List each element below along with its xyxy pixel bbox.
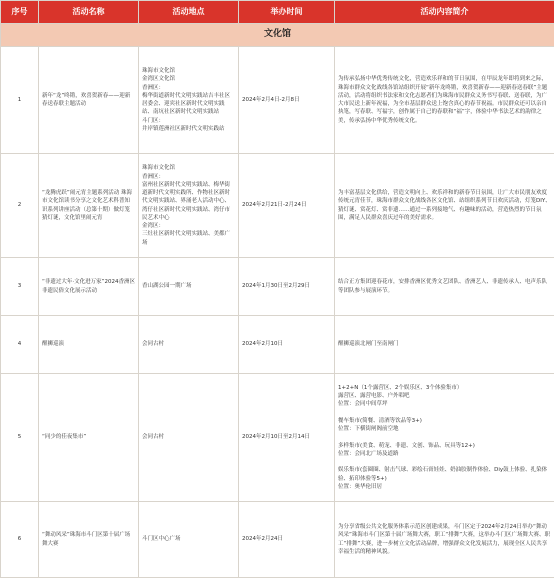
row-location: 香山湖公园一期广场	[139, 258, 239, 316]
row-activity-name: “非遗过大年·文化进万家”2024香洲区非遗民俗文化展示活动	[39, 258, 139, 316]
header-row	[1, 1, 554, 24]
section-row	[1, 24, 554, 47]
row-activity-name: 醒狮巡演	[39, 316, 139, 374]
row-time: 2024年2月10日至2月14日	[239, 374, 335, 502]
row-time: 2024年1月30日至2月29日	[239, 258, 335, 316]
row-description: 为传承弘扬中华优秀传统文化，营造欢乐祥和的节日氛围，在甲辰龙年即将到来之际，珠海市群众文化战线各馆站组织开展“新年龙咚锵，欢喜贺新春——迎新春送春联”主题活动，活动将组织书法家和文化志愿者们为珠海市民群众义务书写春联、送春联，为广大市民送上新年祝福，为全市基层群众送上饱含真心的春节祝福。市民群众还可以亲自执笔，写春联、写福字，创作属于自己的春联和“福”字，体验中华书法艺术的韵律之美，传承弘扬中华优秀传统文化。	[335, 47, 554, 154]
row-time: 2024年2月21日-2月24日	[239, 154, 335, 258]
section-title: 文化馆	[1, 24, 554, 47]
row-index: 3	[1, 258, 39, 316]
table-row	[1, 316, 554, 374]
row-activity-name: “舞动风采”珠海市斗门区第十届广场舞大赛	[39, 502, 139, 578]
row-description: 结合正方集团迎春花市，安排香洲区优秀文艺团队、香洲艺人、非遗传承人、电声乐队等团队参与展演环节。	[335, 258, 554, 316]
header-description: 活动内容简介	[335, 1, 554, 24]
table-row	[1, 502, 554, 578]
row-location: 会同古村	[139, 316, 239, 374]
row-activity-name: “同少的佳夜集市”	[39, 374, 139, 502]
table-row	[1, 154, 554, 258]
row-location: 斗门区中心广场	[139, 502, 239, 578]
row-index: 6	[1, 502, 39, 578]
row-description: 醒狮巡演北闸门至南闸门	[335, 316, 554, 374]
row-time: 2024年2月24日	[239, 502, 335, 578]
header-time: 举办时间	[239, 1, 335, 24]
row-location: 珠海市文化馆 金湾区文化馆 香洲区： 梅华街道新时代文明实践站吉丰社区居委会、迎宾社区新时代文明实践站、南坑社区新时代文明实践站 斗门区： 井岸镇莲洲社区新时代文明实践站	[139, 47, 239, 154]
row-index: 4	[1, 316, 39, 374]
row-location: 珠海市文化馆 香洲区： 富州社区新时代文明实践站、梅华街道新时代文明实践所、作物社区新时代文明实践站、界涌老人活动中心、湾仔社区新时代文明实践站、湾仔市民艺术中心 金湾区： 三灶社区新时代文明实践站、美都广场	[139, 154, 239, 258]
table-row	[1, 374, 554, 502]
row-activity-name: “龙腾虎跃”闹元宵主题系列活动 珠海市文化馆读书分享之文化艺术科普知识系列讲座活动（总第十期）做灯笼猜灯谜，文化馆里闹元宵	[39, 154, 139, 258]
row-index: 2	[1, 154, 39, 258]
row-time: 2024年2月10日	[239, 316, 335, 374]
row-location: 会同古村	[139, 374, 239, 502]
header-location: 活动地点	[139, 1, 239, 24]
row-description: 1+2+N（1个露营区、2个娱乐区、3个体验集市） 露营区、露营电影、户外唱吧 位置：会同中间草坪 餐车集市(简餐、清酒等饮品等3+) 位置：下横街闸阁前空地 多样集市(美食、萌宠、非遗、文创、饰品、玩具等12+) 位置：会同北广场及道路 娱乐集市(套圈圈、射击气球、彩绘石膏娃娃、奶油胶制作体验、Diy鼓上体验、扎染体验、拓印体验等5+) 位置：奥华伦旧居	[335, 374, 554, 502]
row-activity-name: 新年“龙”咚锵，欢喜贺新春——迎新春送春联主题活动	[39, 47, 139, 154]
table-row	[1, 47, 554, 154]
header-index: 序号	[1, 1, 39, 24]
row-time: 2024年2月4日-2月8日	[239, 47, 335, 154]
table-row	[1, 258, 554, 316]
row-index: 1	[1, 47, 39, 154]
row-description: 为分享省级公共文化服务体系示范区创建成果，斗门区定于2024年2月24日举办“舞动风采”珠海市斗门区第十届广场舞大赛，职工“排舞”大赛，这举办斗门区广场舞大赛、职工“排舞”大赛，进一步树立文化活动品牌，增强群众文化发展活力，展现全区人民共享幸福生活的精神风貌。	[335, 502, 554, 578]
row-description: 为丰富基层文化供给，营造文明向上、欢乐祥和的新春节日氛围，让广大市民朋友欢度传统元宵佳节，珠海市群众文化战线各区文化馆、站组织系列节日欢庆活动，灯笼DIY、猜灯谜、赏花灯、赏非遗……通过一系列接地气、有趣味的活动，营造热烈的节日氛围，满足人民群众喜庆过年的美好需求。	[335, 154, 554, 258]
header-name: 活动名称	[39, 1, 139, 24]
row-index: 5	[1, 374, 39, 502]
